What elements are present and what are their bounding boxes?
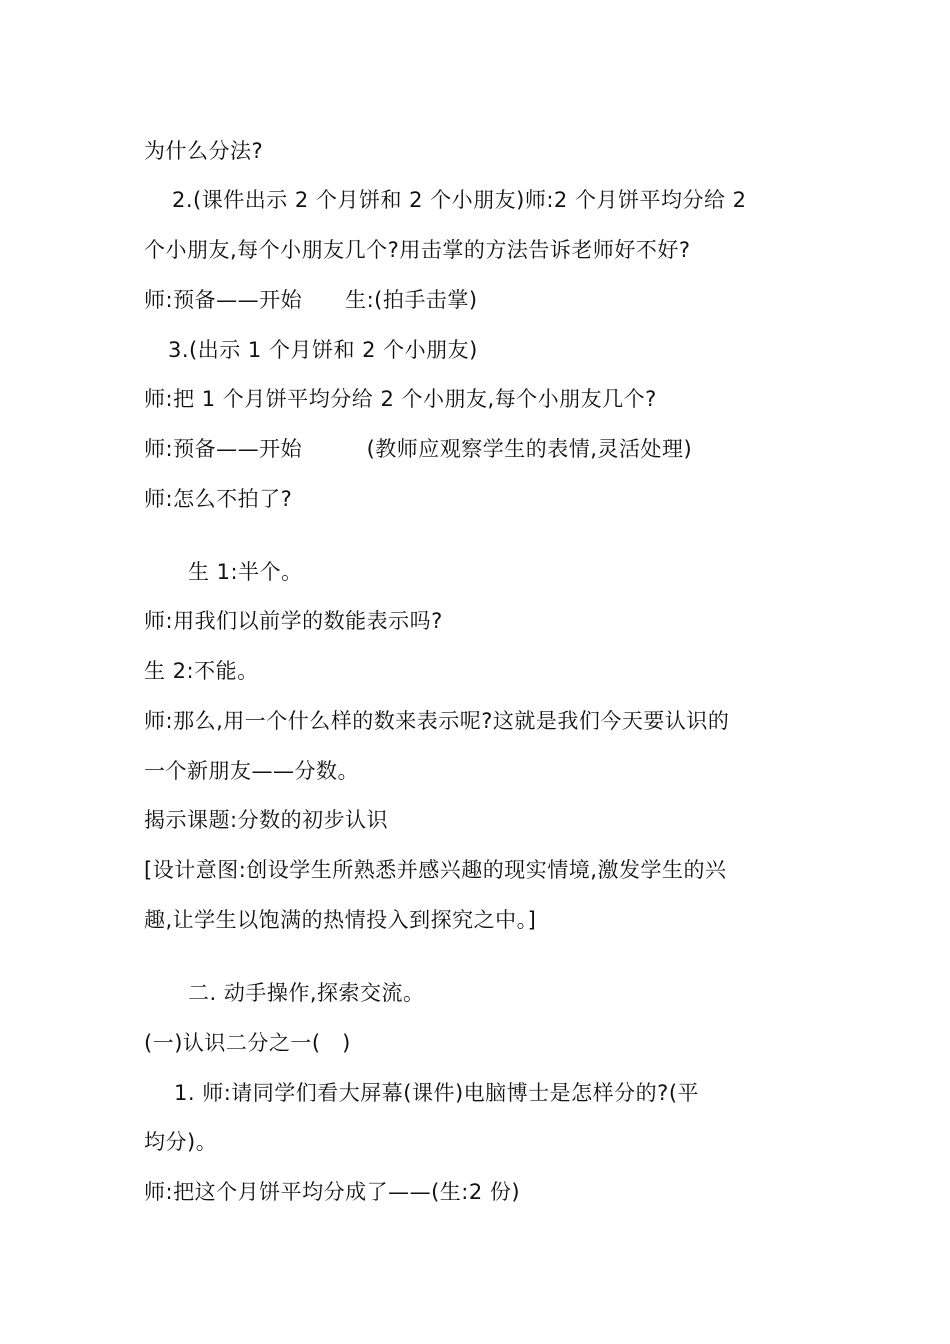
text-line: [设计意图:创设学生所熟悉并感兴趣的现实情境,激发学生的兴 xyxy=(144,858,727,882)
text-line: 师:怎么不拍了? xyxy=(144,487,293,511)
text-line: 2.(课件出示 2 个月饼和 2 个小朋友)师:2 个月饼平均分给 2 xyxy=(172,188,747,212)
section-heading: 二. 动手操作,探索交流。 xyxy=(188,981,425,1005)
text-line: 趣,让学生以饱满的热情投入到探究之中。] xyxy=(144,908,537,932)
text-line: 师:那么,用一个什么样的数来表示呢?这就是我们今天要认识的 xyxy=(144,709,730,733)
text-line: 生 2:不能。 xyxy=(144,659,259,683)
text-line: 3.(出示 1 个月饼和 2 个小朋友) xyxy=(168,338,478,362)
text-line: 1. 师:请同学们看大屏幕(课件)电脑博士是怎样分的?(平 xyxy=(174,1081,700,1105)
text-line: 生 1:半个。 xyxy=(188,560,303,584)
text-line: 师:把这个月饼平均分成了——(生:2 份) xyxy=(144,1180,521,1204)
text-line: 一个新朋友——分数。 xyxy=(144,759,359,783)
text-line: 师:把 1 个月饼平均分给 2 个小朋友,每个小朋友几个? xyxy=(144,387,657,411)
text-line: 为什么分法? xyxy=(144,139,264,163)
text-line: 揭示课题:分数的初步认识 xyxy=(144,808,389,832)
subsection-heading: (一)认识二分之一( ) xyxy=(144,1031,351,1055)
text-line: 均分)。 xyxy=(144,1130,218,1154)
text-line: 师:预备——开始 (教师应观察学生的表情,灵活处理) xyxy=(144,437,693,461)
text-line: 个小朋友,每个小朋友几个?用击掌的方法告诉老师好不好? xyxy=(144,238,691,262)
text-line: 师:预备——开始 生:(拍手击掌) xyxy=(144,288,478,312)
text-line: 师:用我们以前学的数能表示吗? xyxy=(144,609,443,633)
